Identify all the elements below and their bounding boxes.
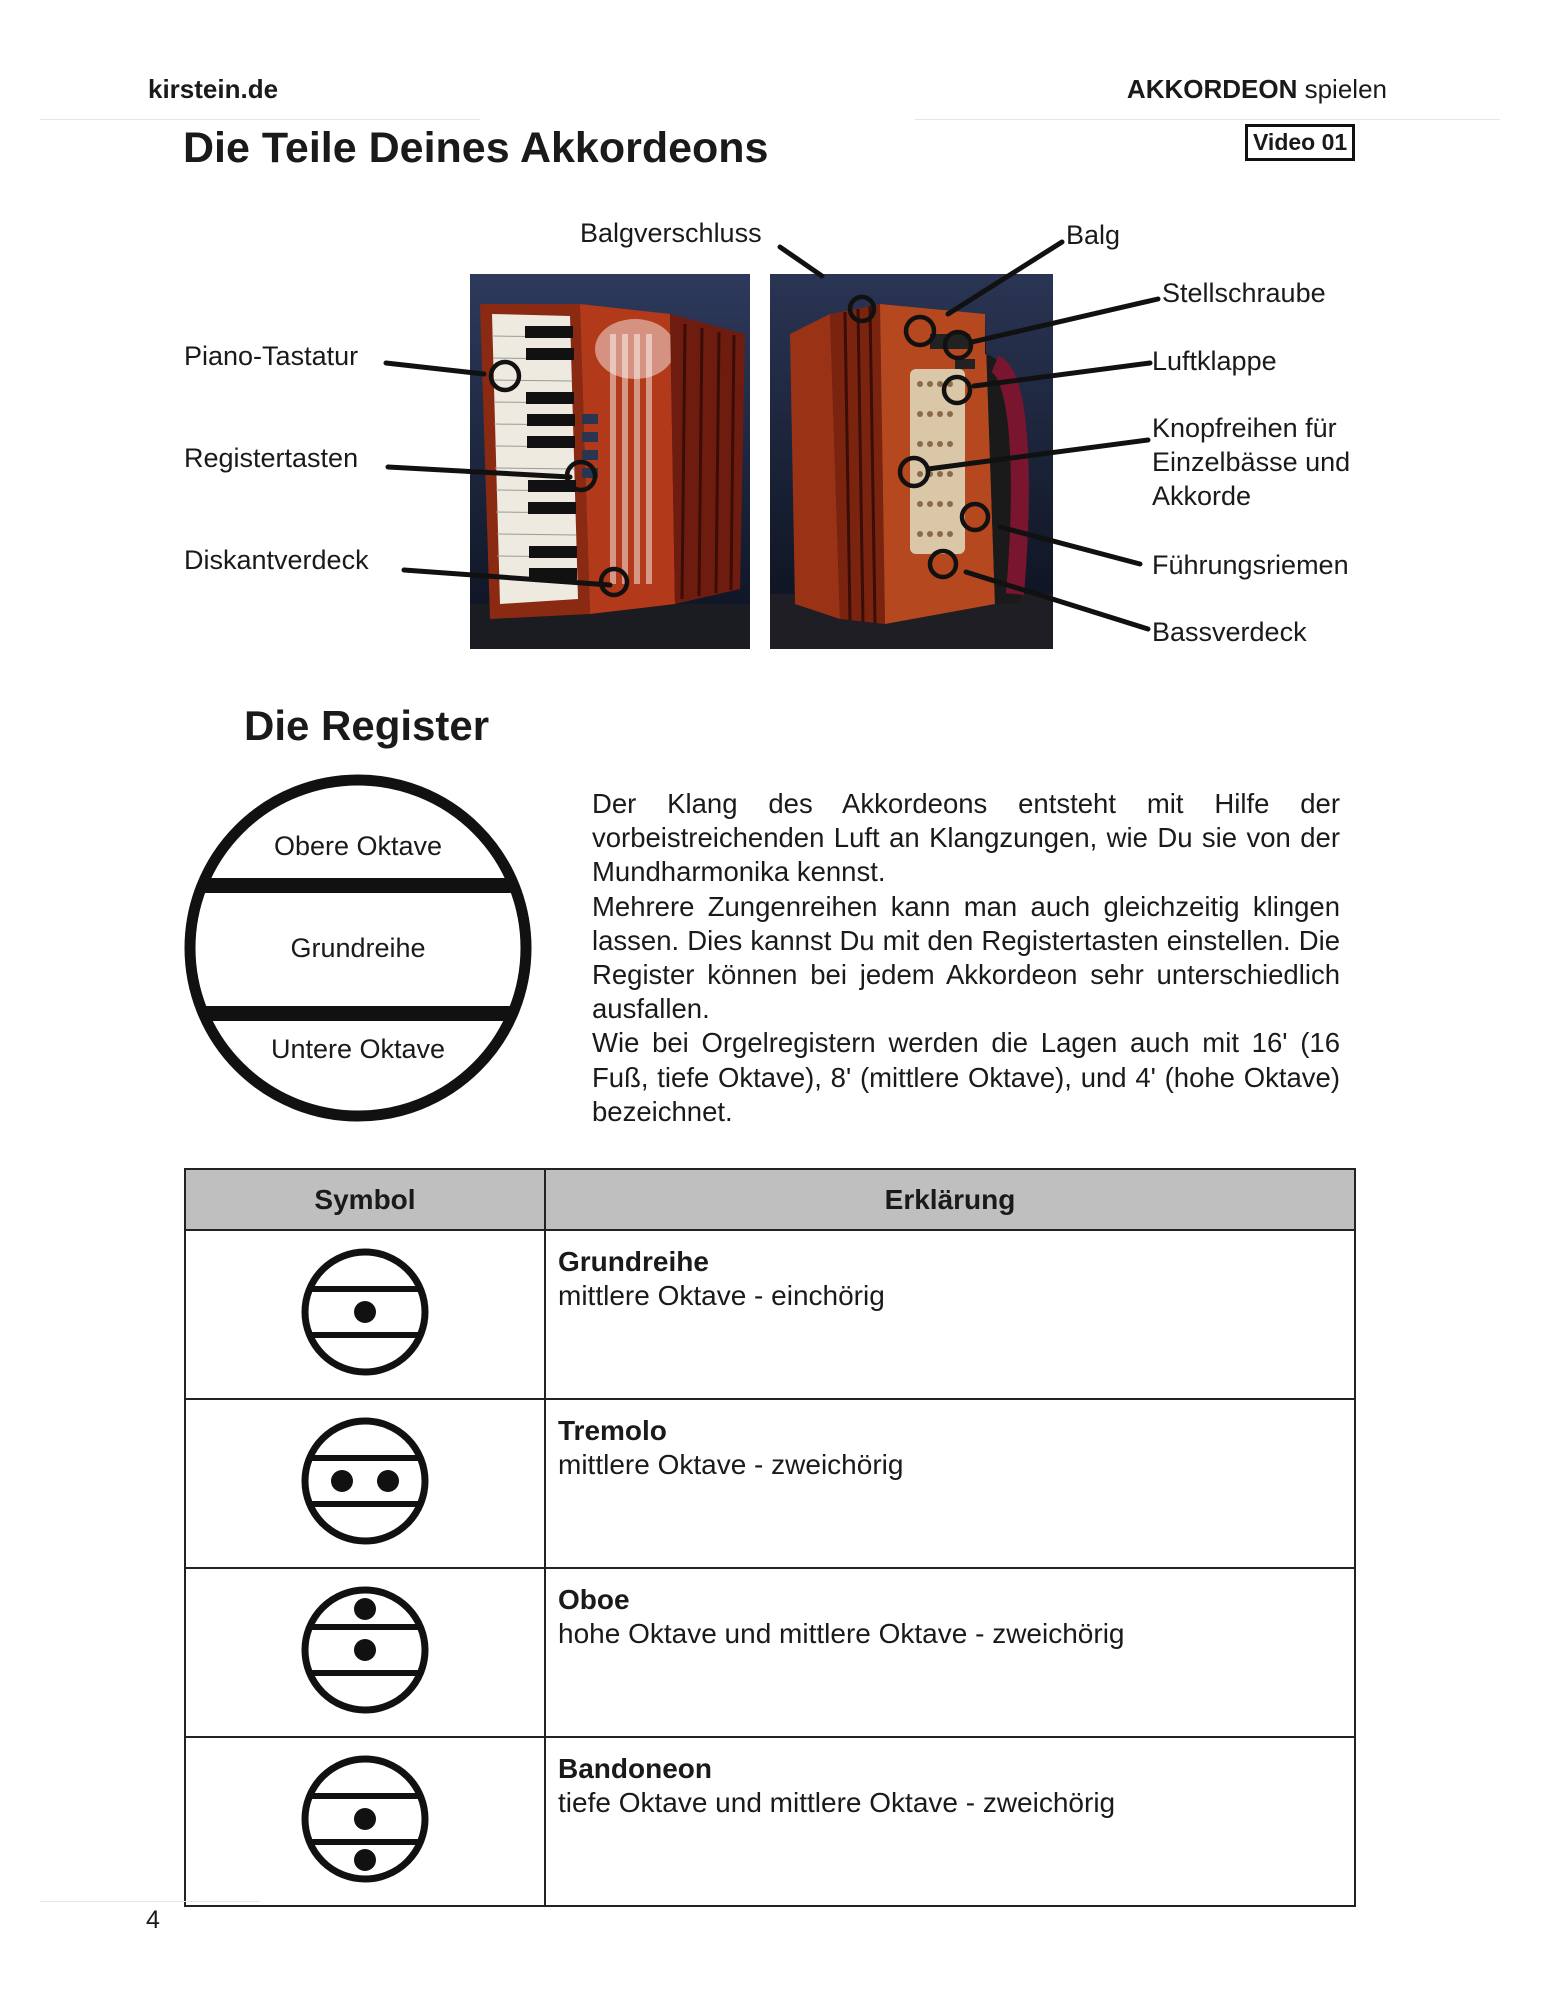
label-fuehrungsriemen: Führungsriemen — [1152, 550, 1349, 580]
callout-circle-knopfreihen — [900, 458, 928, 486]
label-knopfreihen-line2: Einzelbässe und — [1152, 447, 1351, 477]
paragraph-2: Mehrere Zungenreihen kann man auch gleichzeitig klingen lassen. Dies kannst Du mit den Registertasten einstellen. Die Register können bei jedem Akkordeon sehr unterschiedlich ausfallen. — [592, 890, 1340, 1025]
callout-circle-diskantverdeck — [601, 569, 627, 595]
label-balg: Balg — [1066, 220, 1121, 250]
callout-circle-stellschraube — [945, 332, 971, 358]
paragraph-1: Der Klang des Akkordeons entsteht mit Hilfe der vorbeistreichenden Luft an Klangzungen, wie Du sie von der Mundharmonika kennst. — [592, 788, 1340, 888]
register-name: Oboe — [558, 1584, 630, 1615]
register-section-title: Die Register — [244, 702, 490, 749]
register-desc: mittlere Oktave - einchörig — [558, 1280, 885, 1311]
table-row — [185, 1230, 1355, 1399]
callout-circle-luftklappe — [944, 377, 970, 403]
register-symbol-bandoneon-icon — [295, 1749, 435, 1889]
callout-circle-piano-tastatur — [491, 362, 519, 390]
label-piano-tastatur: Piano-Tastatur — [184, 341, 359, 371]
callout-circle-fuehrungsriemen — [962, 504, 988, 530]
callout-circle-balg — [906, 317, 934, 345]
paragraph-3: Wie bei Orgelregistern werden die Lagen auch mit 16' (16 Fuß, tiefe Oktave), 8' (mittlere Oktave), und 4' (hohe Oktave) bezeichnet. — [592, 1027, 1340, 1127]
page-title: Die Teile Deines Akkordeons — [183, 124, 769, 172]
table-row — [185, 1737, 1355, 1906]
register-name: Grundreihe — [558, 1246, 709, 1277]
label-balgverschluss: Balgverschluss — [580, 218, 762, 248]
register-label-top: Obere Oktave — [273, 831, 443, 861]
explanation-cell — [545, 1737, 1355, 1906]
col-header-symbol: Symbol — [185, 1169, 545, 1230]
header-right-rest: spielen — [1297, 74, 1387, 104]
symbol-cell — [185, 1737, 545, 1906]
col-header-explanation: Erklärung — [545, 1169, 1355, 1230]
register-description — [592, 787, 1340, 1129]
register-desc: tiefe Oktave und mittlere Oktave - zweichörig — [558, 1787, 1116, 1818]
register-desc: hohe Oktave und mittlere Oktave - zweichörig — [558, 1618, 1125, 1649]
register-symbol-oboe-icon — [295, 1580, 435, 1720]
explanation-cell — [545, 1230, 1355, 1399]
page-number: 4 — [146, 1906, 160, 1934]
register-label-middle: Grundreihe — [290, 933, 426, 963]
label-diskantverdeck: Diskantverdeck — [184, 545, 369, 575]
site-name: kirstein.de — [148, 74, 279, 104]
register-name: Tremolo — [558, 1415, 667, 1446]
register-desc: mittlere Oktave - zweichörig — [558, 1449, 904, 1480]
label-stellschraube: Stellschraube — [1162, 278, 1326, 308]
label-registertasten: Registertasten — [184, 443, 359, 473]
table-row — [185, 1568, 1355, 1737]
register-symbol-grundreihe-icon — [295, 1242, 435, 1382]
table-header-row — [185, 1169, 1355, 1230]
table-row — [185, 1399, 1355, 1568]
footer-rule — [40, 1901, 260, 1902]
video-badge: Video 01 — [1245, 124, 1355, 161]
register-label-bottom: Untere Oktave — [270, 1034, 446, 1064]
register-name: Bandoneon — [558, 1753, 712, 1784]
explanation-cell — [545, 1568, 1355, 1737]
label-knopfreihen-line1: Knopfreihen für — [1152, 413, 1337, 443]
label-bassverdeck: Bassverdeck — [1152, 617, 1307, 647]
explanation-cell — [545, 1399, 1355, 1568]
symbol-cell — [185, 1568, 545, 1737]
label-knopfreihen-line3: Akkorde — [1152, 481, 1252, 511]
symbol-cell — [185, 1230, 545, 1399]
callout-circle-bassverdeck — [930, 551, 956, 577]
symbol-cell — [185, 1399, 545, 1568]
label-luftklappe: Luftklappe — [1152, 346, 1277, 376]
header-right-bold: AKKORDEON — [1126, 74, 1298, 104]
register-symbol-tremolo-icon — [295, 1411, 435, 1551]
register-table — [184, 1168, 1356, 1907]
callout-circle-balgverschluss — [850, 297, 874, 321]
